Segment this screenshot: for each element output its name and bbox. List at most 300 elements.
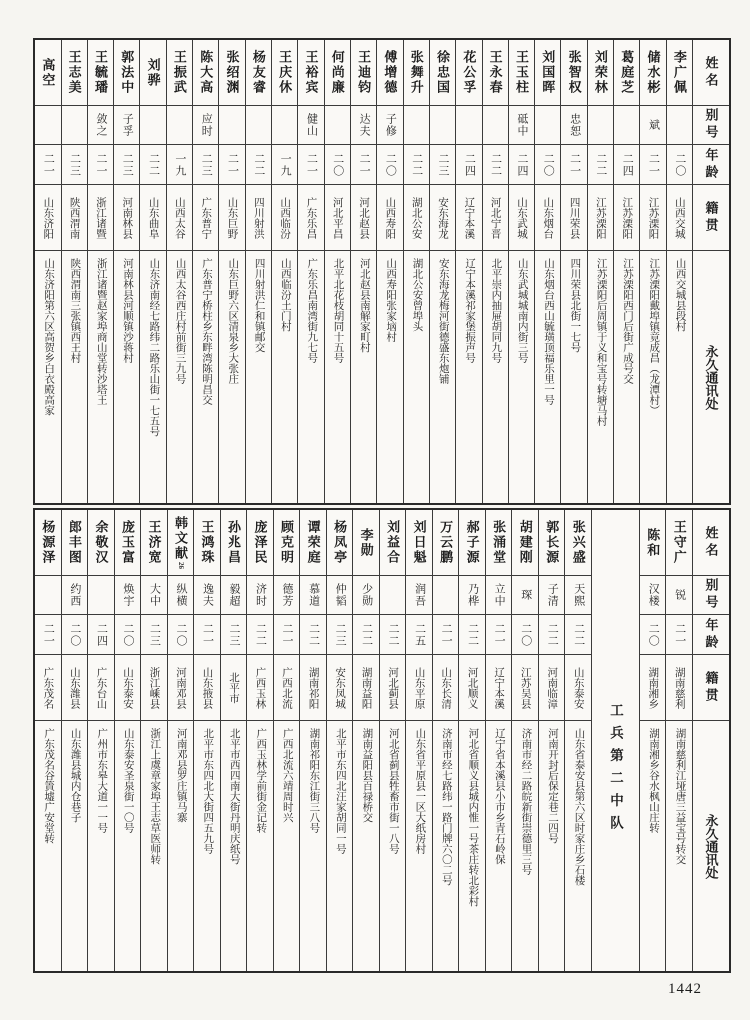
name-cell: 何尚廉	[325, 40, 350, 106]
name-cell: 王济宽	[141, 510, 167, 576]
native-place-cell: 山东烟台	[535, 185, 560, 251]
native-place-cell: 广东茂名	[35, 655, 61, 721]
row-header-column	[692, 510, 729, 971]
alias-cell: 应时	[193, 106, 218, 145]
person-column	[403, 40, 429, 503]
name-note: 26	[176, 562, 185, 569]
age-cell: 二二	[353, 615, 379, 655]
name-cell: 王振武	[167, 40, 192, 106]
address-cell: 陕西渭南三张镇西王村	[69, 258, 81, 363]
age-cell: 二二	[539, 615, 565, 655]
age-cell: 二二	[380, 615, 406, 655]
address-cell: 广州市东皋大道一一号	[96, 728, 108, 833]
alias-cell: 汉楼	[640, 576, 666, 615]
age-cell: 二一	[219, 145, 244, 185]
name-cell: 刘益合	[380, 510, 406, 576]
native-place-cell: 浙江诸暨	[88, 185, 113, 251]
address-cell: 北平市东四北汪家胡同一号	[334, 728, 346, 854]
alias-cell: 健山	[298, 106, 323, 145]
header-address-label: 永久通讯处	[703, 813, 719, 879]
native-place-cell: 河南林县	[114, 185, 139, 251]
address-cell: 北平市东四北大街四五九号	[202, 728, 214, 854]
address-cell: 山西寿阳张家垴村	[385, 258, 397, 342]
address-cell: 山西临汾土门村	[279, 258, 291, 332]
address-cell: 浙江诸暨赵家埠商山堂转沙塔王	[95, 258, 107, 405]
person-column	[326, 510, 353, 971]
native-place-cell: 河南临漳	[539, 655, 565, 721]
native-place-cell: 辽宁本溪	[456, 185, 481, 251]
person-column	[508, 40, 534, 503]
header-age-label: 年龄	[693, 615, 729, 655]
person-column	[666, 40, 692, 503]
person-column	[560, 40, 586, 503]
unit-divider-column	[591, 510, 639, 971]
native-place-cell: 安东海龙	[430, 185, 455, 251]
native-place-cell: 山东济阳	[35, 185, 60, 251]
age-cell: 二四	[509, 145, 534, 185]
native-place-cell: 山东泰安	[565, 655, 591, 721]
alias-cell	[167, 106, 192, 145]
header-name-label: 姓名	[693, 510, 729, 576]
person-column	[35, 40, 60, 503]
alias-cell	[483, 106, 508, 145]
alias-cell: 立中	[486, 576, 512, 615]
person-column	[455, 40, 481, 503]
age-cell: 二一	[35, 145, 60, 185]
alias-cell	[62, 106, 87, 145]
native-place-cell: 江苏溧阳	[640, 185, 665, 251]
native-place-cell: 山东长清	[433, 655, 459, 721]
person-column	[511, 510, 538, 971]
name-cell: 郭法中	[114, 40, 139, 106]
alias-cell	[35, 106, 60, 145]
row-header-column	[692, 40, 729, 503]
person-column	[432, 510, 459, 971]
name-cell: 葛庭芝	[614, 40, 639, 106]
address-cell: 江苏溧阳西门后街广成号交	[621, 258, 633, 384]
person-column	[639, 510, 666, 971]
alias-cell: 子修	[377, 106, 402, 145]
address-cell: 河南林县河顺镇沙蒋村	[122, 258, 134, 363]
age-cell: 二三	[114, 145, 139, 185]
person-column	[139, 40, 165, 503]
native-place-cell: 河北顺义	[459, 655, 485, 721]
person-column	[193, 510, 220, 971]
address-cell: 江苏溧阳后周镇于义和宝号转塘马村	[595, 258, 607, 426]
address-cell: 广东茂名谷篢墟广安堂转	[43, 728, 55, 844]
alias-cell	[433, 576, 459, 615]
name-cell: 郭长源	[539, 510, 565, 576]
address-cell: 湖南湘乡谷水枫山庄转	[647, 728, 659, 833]
alias-cell: 焕宇	[115, 576, 141, 615]
person-column	[350, 40, 376, 503]
name-cell: 杨友睿	[246, 40, 271, 106]
age-cell: 二二	[565, 615, 591, 655]
age-cell: 二五	[406, 615, 432, 655]
name-cell: 李勋	[353, 510, 379, 576]
name-cell: 花公孚	[456, 40, 481, 106]
age-cell: 二二	[459, 615, 485, 655]
directory-table-top	[33, 38, 731, 505]
age-cell: 二一	[35, 615, 61, 655]
name-cell: 张涌堂	[486, 510, 512, 576]
address-cell: 北平市西四南大街丹明庆纸号	[228, 728, 240, 865]
name-cell: 王庆休	[272, 40, 297, 106]
name-cell: 刘骅	[140, 40, 165, 106]
address-cell: 河南邓县罗庄镇马寨	[175, 728, 187, 823]
name-cell: 李广佩	[667, 40, 692, 106]
native-place-cell: 山东平原	[406, 655, 432, 721]
alias-cell	[219, 106, 244, 145]
age-cell: 一九	[272, 145, 297, 185]
name-cell: 傅增德	[377, 40, 402, 106]
name-cell: 谭荣庭	[300, 510, 326, 576]
name-cell: 张智权	[561, 40, 586, 106]
age-cell: 二三	[193, 145, 218, 185]
name-cell: 王志美	[62, 40, 87, 106]
person-column	[458, 510, 485, 971]
age-cell: 二二	[140, 145, 165, 185]
age-cell: 二〇	[115, 615, 141, 655]
name-cell: 孙兆昌	[221, 510, 247, 576]
alias-cell: 纵横	[168, 576, 194, 615]
age-cell: 二〇	[535, 145, 560, 185]
alias-cell	[325, 106, 350, 145]
age-cell: 二〇	[325, 145, 350, 185]
native-place-cell: 山东巨野	[219, 185, 244, 251]
address-cell: 山东省平原县一区大纸房村	[414, 728, 426, 854]
alias-cell: 砥中	[509, 106, 534, 145]
address-cell: 山东烟台西山毓璜顶福乐里一号	[543, 258, 555, 405]
alias-cell: 少勋	[353, 576, 379, 615]
age-cell: 二二	[588, 145, 613, 185]
native-place-cell: 广西玉林	[247, 655, 273, 721]
address-cell: 广西玉林学前街金记转	[255, 728, 267, 833]
name-cell: 郝子源	[459, 510, 485, 576]
native-place-cell: 河北宁晋	[483, 185, 508, 251]
address-cell: 江苏溧阳戴埠镇竟成昌（龙潭村）	[648, 258, 660, 416]
native-place-cell: 北平市	[221, 655, 247, 721]
name-cell: 张绍渊	[219, 40, 244, 106]
native-place-cell: 河北蓟县	[380, 655, 406, 721]
header-native-place-label: 籍贯	[693, 185, 729, 251]
name-cell: 王玉柱	[509, 40, 534, 106]
unit-label: 工兵第二中队	[607, 703, 623, 838]
header-age-label: 年龄	[693, 145, 729, 185]
address-cell: 济南市经七路纬一路门牌六〇二号	[440, 728, 452, 886]
address-cell: 广西北流六靖周时兴	[281, 728, 293, 823]
alias-cell	[404, 106, 429, 145]
name-cell: 王鸿珠	[194, 510, 220, 576]
address-cell: 湖北公安曾埠头	[411, 258, 423, 332]
name-cell: 杨凤亭	[327, 510, 353, 576]
age-cell: 二二	[247, 615, 273, 655]
name-cell: 张兴盛	[565, 510, 591, 576]
person-column	[167, 510, 194, 971]
native-place-cell: 广西北流	[274, 655, 300, 721]
address-cell: 北平北花枝胡同十五号	[332, 258, 344, 363]
name-cell: 郎丰图	[62, 510, 88, 576]
alias-cell	[535, 106, 560, 145]
address-cell: 山东泰安圣泉街一〇号	[122, 728, 134, 833]
address-cell: 河北省顺义县城内惟一号茶庄转北彩村	[467, 728, 479, 907]
age-cell: 二二	[483, 145, 508, 185]
person-column	[114, 510, 141, 971]
native-place-cell: 山西寿阳	[377, 185, 402, 251]
name-cell: 刘国晖	[535, 40, 560, 106]
name-cell: 王裕宾	[298, 40, 323, 106]
native-place-cell: 山东潍县	[62, 655, 88, 721]
person-column	[538, 510, 565, 971]
address-cell: 山东武城城南内街三号	[516, 258, 528, 363]
native-place-cell: 山东武城	[509, 185, 534, 251]
age-cell: 二三	[221, 615, 247, 655]
age-cell: 二〇	[168, 615, 194, 655]
age-cell: 二四	[456, 145, 481, 185]
native-place-cell: 安东凤城	[327, 655, 353, 721]
native-place-cell: 湖南祁阳	[300, 655, 326, 721]
alias-cell: 润吾	[406, 576, 432, 615]
alias-cell: 济时	[247, 576, 273, 615]
alias-cell	[430, 106, 455, 145]
person-column	[192, 40, 218, 503]
address-cell: 辽宁省本溪县小市乡青石岭保	[493, 728, 505, 865]
person-column	[587, 40, 613, 503]
native-place-cell: 辽宁本溪	[486, 655, 512, 721]
person-column	[613, 40, 639, 503]
name-cell: 韩文献 26	[168, 510, 194, 576]
person-column	[61, 40, 87, 503]
name-cell: 余敬汉	[88, 510, 114, 576]
person-column	[297, 40, 323, 503]
alias-cell: 忠恕	[561, 106, 586, 145]
native-place-cell: 陕西渭南	[62, 185, 87, 251]
age-cell: 二〇	[62, 615, 88, 655]
alias-cell: 锐	[666, 576, 692, 615]
person-column	[35, 510, 61, 971]
age-cell: 二一	[194, 615, 220, 655]
address-cell: 山东省泰安县第六区时家庄乡石楼	[573, 728, 585, 886]
age-cell: 二四	[614, 145, 639, 185]
person-column	[376, 40, 402, 503]
native-place-cell: 河北平昌	[325, 185, 350, 251]
address-cell: 湖南慈利江垭唐三益宝号转交	[674, 728, 686, 865]
person-column	[218, 40, 244, 503]
native-place-cell: 江苏溧阳	[614, 185, 639, 251]
native-place-cell: 浙江嵊县	[141, 655, 167, 721]
directory-table-bottom	[33, 508, 731, 973]
name-cell: 王永春	[483, 40, 508, 106]
age-cell: 二二	[246, 145, 271, 185]
native-place-cell: 山西太谷	[167, 185, 192, 251]
age-cell: 一九	[167, 145, 192, 185]
native-place-cell: 四川荣县	[561, 185, 586, 251]
alias-cell: 逸夫	[194, 576, 220, 615]
person-column	[246, 510, 273, 971]
alias-cell: 慕道	[300, 576, 326, 615]
native-place-cell: 广东乐昌	[298, 185, 323, 251]
native-place-cell: 河北赵县	[351, 185, 376, 251]
age-cell: 二一	[433, 615, 459, 655]
address-cell: 山东潍县城内仓巷子	[69, 728, 81, 823]
name-cell: 庞泽民	[247, 510, 273, 576]
age-cell: 二三	[430, 145, 455, 185]
alias-cell: 仲韬	[327, 576, 353, 615]
native-place-cell: 江苏吴县	[512, 655, 538, 721]
person-column	[324, 40, 350, 503]
address-cell: 北平崇内抽屉胡同九号	[490, 258, 502, 363]
native-place-cell: 广东台山	[88, 655, 114, 721]
address-cell: 四川荣县北街一七号	[569, 258, 581, 353]
person-column	[299, 510, 326, 971]
alias-cell	[35, 576, 61, 615]
address-cell: 济南市经二路皖新街崇德里三号	[520, 728, 532, 875]
alias-cell	[456, 106, 481, 145]
native-place-cell: 山东泰安	[115, 655, 141, 721]
native-place-cell: 广东普宁	[193, 185, 218, 251]
page-number: 1442	[668, 981, 702, 997]
header-alias-label: 别号	[693, 106, 729, 145]
name-cell: 杨源泽	[35, 510, 61, 576]
person-column	[429, 40, 455, 503]
name-cell: 庞玉富	[115, 510, 141, 576]
native-place-cell: 湖南益阳	[353, 655, 379, 721]
person-column	[113, 40, 139, 503]
address-cell: 广东乐昌南湾街九七号	[306, 258, 318, 363]
name-cell: 储水彬	[640, 40, 665, 106]
age-cell: 二〇	[640, 615, 666, 655]
address-cell: 山东济阳第六区高贺乡白衣殿高家	[43, 258, 55, 416]
native-place-cell: 山西临汾	[272, 185, 297, 251]
native-place-cell: 江苏溧阳	[588, 185, 613, 251]
name-cell: 刘荣林	[588, 40, 613, 106]
name-cell: 王迪钧	[351, 40, 376, 106]
age-cell: 二〇	[512, 615, 538, 655]
age-cell: 二二	[300, 615, 326, 655]
age-cell: 二一	[274, 615, 300, 655]
alias-cell: 毅超	[221, 576, 247, 615]
native-place-cell: 山东掖县	[194, 655, 220, 721]
age-cell: 二一	[88, 145, 113, 185]
age-cell: 二一	[298, 145, 323, 185]
address-cell: 广东普宁桥柱乡东畔湾陈明昌交	[200, 258, 212, 405]
alias-cell	[272, 106, 297, 145]
name-cell: 陈大高	[193, 40, 218, 106]
alias-cell: 琛	[512, 576, 538, 615]
alias-cell: 德芳	[274, 576, 300, 615]
alias-cell	[614, 106, 639, 145]
age-cell: 二四	[88, 615, 114, 655]
person-column	[61, 510, 88, 971]
person-column	[665, 510, 692, 971]
address-cell: 河南开封后保定巷二四号	[546, 728, 558, 844]
address-cell: 四川射洪仁和镇邮交	[253, 258, 265, 353]
header-alias-label: 别号	[693, 576, 729, 615]
native-place-cell: 湖南慈利	[666, 655, 692, 721]
native-place-cell: 四川射洪	[246, 185, 271, 251]
header-native-place-label: 籍贯	[693, 655, 729, 721]
address-cell: 浙江上虞章家埠王志草医师转	[149, 728, 161, 865]
native-place-cell: 湖北公安	[404, 185, 429, 251]
alias-cell: 敛之	[88, 106, 113, 145]
name-cell: 张舞升	[404, 40, 429, 106]
alias-cell	[140, 106, 165, 145]
name-cell: 王毓璠	[88, 40, 113, 106]
person-column	[352, 510, 379, 971]
address-cell: 山西交城县段村	[674, 258, 686, 332]
age-cell: 二一	[666, 615, 692, 655]
name-cell: 胡建刚	[512, 510, 538, 576]
alias-cell: 天熙	[565, 576, 591, 615]
person-column	[245, 40, 271, 503]
alias-cell	[246, 106, 271, 145]
person-column	[87, 510, 114, 971]
header-name-label: 姓名	[693, 40, 729, 106]
native-place-cell: 山东曲阜	[140, 185, 165, 251]
person-column	[87, 40, 113, 503]
age-cell: 二一	[561, 145, 586, 185]
native-place-cell: 湖南湘乡	[640, 655, 666, 721]
native-place-cell: 山西交城	[667, 185, 692, 251]
address-cell: 山东济南经七路纬二路乐山街一七五号	[148, 258, 160, 437]
person-column	[405, 510, 432, 971]
name-cell: 高空	[35, 40, 60, 106]
header-address-label: 永久通讯处	[703, 344, 719, 410]
age-cell: 二一	[486, 615, 512, 655]
age-cell: 二一	[351, 145, 376, 185]
address-cell: 河北赵县南解家町村	[358, 258, 370, 353]
address-cell: 辽宁本溪祁家堡振声号	[464, 258, 476, 363]
age-cell: 二一	[640, 145, 665, 185]
address-cell: 安东海龙梅河街德盛东炮铺	[437, 258, 449, 384]
name-cell: 徐忠国	[430, 40, 455, 106]
alias-cell: 子清	[539, 576, 565, 615]
person-column	[639, 40, 665, 503]
person-column	[564, 510, 591, 971]
person-column	[534, 40, 560, 503]
age-cell: 二三	[327, 615, 353, 655]
person-column	[379, 510, 406, 971]
alias-cell	[88, 576, 114, 615]
name-cell: 顾克明	[274, 510, 300, 576]
age-cell: 二三	[141, 615, 167, 655]
alias-cell	[380, 576, 406, 615]
name-cell: 王守广	[666, 510, 692, 576]
age-cell: 二〇	[667, 145, 692, 185]
person-column	[273, 510, 300, 971]
age-cell: 二二	[404, 145, 429, 185]
alias-cell: 约西	[62, 576, 88, 615]
person-column	[271, 40, 297, 503]
native-place-cell: 河南邓县	[168, 655, 194, 721]
alias-cell: 乃桦	[459, 576, 485, 615]
person-column	[220, 510, 247, 971]
address-cell: 湖南益阳县百禄桥交	[361, 728, 373, 823]
person-column	[485, 510, 512, 971]
address-cell: 山西太谷西庄村前街三九号	[174, 258, 186, 384]
address-cell: 河北省蓟县牲畜市街一八号	[387, 728, 399, 854]
age-cell: 二〇	[377, 145, 402, 185]
name-cell: 万云鹏	[433, 510, 459, 576]
alias-cell	[588, 106, 613, 145]
age-cell: 二三	[62, 145, 87, 185]
alias-cell: 斌	[640, 106, 665, 145]
alias-cell: 达夫	[351, 106, 376, 145]
person-column	[140, 510, 167, 971]
address-cell: 山东巨野六区清泉乡大张庄	[227, 258, 239, 384]
address-cell: 湖南祁阳东江街三八号	[308, 728, 320, 833]
person-column	[166, 40, 192, 503]
